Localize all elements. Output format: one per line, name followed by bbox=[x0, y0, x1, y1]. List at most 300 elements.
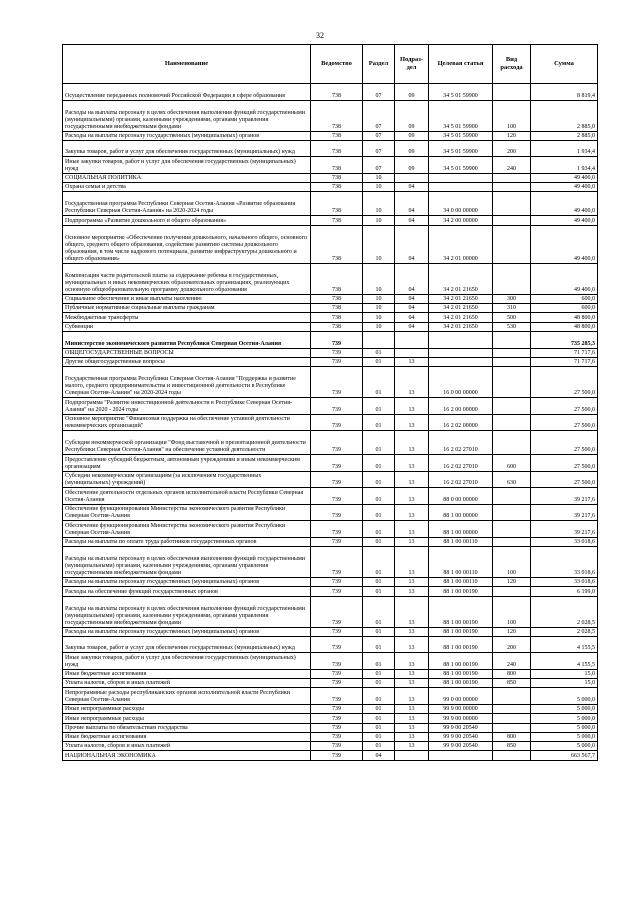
cell-sum: 33 018,6 bbox=[531, 578, 598, 587]
cell-sum: 39 217,6 bbox=[531, 488, 598, 505]
cell-subsection: 04 bbox=[395, 183, 429, 192]
header-sum: Сумма bbox=[531, 45, 598, 84]
cell-name: Расходы на выплаты персоналу в целях обеспечения выполнения функций государственными (муниципальными) органами, казенными учреждениями, органами управления государственными внебюджетными фондами bbox=[63, 596, 311, 627]
cell-subsection: 13 bbox=[395, 669, 429, 678]
cell-section: 10 bbox=[363, 263, 395, 294]
table-row bbox=[63, 398, 598, 415]
table-row bbox=[63, 348, 598, 357]
table-row bbox=[63, 578, 598, 587]
cell-name: Социальное обеспечение и иные выплаты населению bbox=[63, 294, 311, 303]
cell-sum: 15,0 bbox=[531, 669, 598, 678]
table-row bbox=[63, 688, 598, 705]
cell-dept: 739 bbox=[311, 723, 363, 732]
cell-section: 01 bbox=[363, 627, 395, 636]
cell-sum: 27 500,0 bbox=[531, 471, 598, 488]
cell-target: 88 1 00 00110 bbox=[429, 537, 493, 546]
header-exptype: Вид расхода bbox=[493, 45, 531, 84]
cell-name: Государственная программа Республики Северная Осетия-Алания "Поддержка и развитие малого, среднего предпринимательства и инвестиционной деятельности в Республике Северная Осетия-Алания" на 2020-2024 годы bbox=[63, 367, 311, 398]
cell-sum: 2 028,5 bbox=[531, 627, 598, 636]
cell-subsection: 04 bbox=[395, 225, 429, 263]
cell-exptype: 300 bbox=[493, 294, 531, 303]
cell-dept: 738 bbox=[311, 304, 363, 313]
cell-sum: 49 400,0 bbox=[531, 216, 598, 225]
table-row bbox=[63, 587, 598, 596]
cell-dept: 739 bbox=[311, 596, 363, 627]
cell-sum: 663 567,7 bbox=[531, 751, 598, 760]
cell-sum: 5 000,0 bbox=[531, 688, 598, 705]
cell-subsection: 09 bbox=[395, 131, 429, 140]
cell-sum: 5 000,0 bbox=[531, 714, 598, 723]
cell-dept: 739 bbox=[311, 627, 363, 636]
cell-name: Обеспечение функционирования Министерства экономического развития Республики Северная Осетия-Алания bbox=[63, 504, 311, 521]
cell-name: Расходы на выплаты персоналу государственных (муниципальных) органов bbox=[63, 627, 311, 636]
cell-target: 88 1 00 00000 bbox=[429, 504, 493, 521]
cell-name: Расходы на выплаты персоналу государственных (муниципальных) органов bbox=[63, 131, 311, 140]
cell-target: 88 1 00 00190 bbox=[429, 636, 493, 653]
table-row bbox=[63, 751, 598, 760]
cell-subsection: 09 bbox=[395, 140, 429, 157]
cell-subsection: 13 bbox=[395, 636, 429, 653]
table-row bbox=[63, 414, 598, 431]
cell-target: 16 2 02 27010 bbox=[429, 471, 493, 488]
cell-target: 34 5 01 59900 bbox=[429, 140, 493, 157]
cell-section: 01 bbox=[363, 714, 395, 723]
cell-section: 07 bbox=[363, 100, 395, 131]
cell-target: 88 1 00 00190 bbox=[429, 653, 493, 670]
cell-sum: 2 028,5 bbox=[531, 596, 598, 627]
cell-subsection: 13 bbox=[395, 742, 429, 751]
cell-exptype bbox=[493, 225, 531, 263]
cell-dept: 739 bbox=[311, 521, 363, 538]
cell-section: 01 bbox=[363, 723, 395, 732]
cell-exptype bbox=[493, 587, 531, 596]
cell-section: 10 bbox=[363, 183, 395, 192]
cell-dept: 739 bbox=[311, 669, 363, 678]
cell-target: 88 1 00 00000 bbox=[429, 521, 493, 538]
cell-target bbox=[429, 751, 493, 760]
cell-section: 04 bbox=[363, 751, 395, 760]
cell-target: 88 1 00 00110 bbox=[429, 546, 493, 577]
cell-exptype: 600 bbox=[493, 455, 531, 472]
table-row bbox=[63, 723, 598, 732]
table-row bbox=[63, 183, 598, 192]
cell-dept: 738 bbox=[311, 100, 363, 131]
cell-exptype: 530 bbox=[493, 322, 531, 331]
cell-dept: 739 bbox=[311, 636, 363, 653]
table-row bbox=[63, 157, 598, 174]
cell-target bbox=[429, 357, 493, 366]
cell-target: 99 9 00 00000 bbox=[429, 705, 493, 714]
table-row bbox=[63, 596, 598, 627]
table-row bbox=[63, 192, 598, 216]
cell-sum: 27 500,0 bbox=[531, 431, 598, 455]
cell-target: 99 9 00 20540 bbox=[429, 742, 493, 751]
cell-exptype bbox=[493, 537, 531, 546]
table-row bbox=[63, 294, 598, 303]
cell-section: 01 bbox=[363, 431, 395, 455]
cell-sum: 71 717,6 bbox=[531, 348, 598, 357]
cell-sum: 49 400,0 bbox=[531, 263, 598, 294]
table-body bbox=[63, 84, 598, 761]
table-header bbox=[63, 45, 598, 84]
cell-target: 16 0 00 00000 bbox=[429, 367, 493, 398]
table-row bbox=[63, 173, 598, 182]
cell-subsection: 13 bbox=[395, 521, 429, 538]
cell-sum: 27 500,0 bbox=[531, 455, 598, 472]
cell-exptype bbox=[493, 332, 531, 349]
table-row bbox=[63, 742, 598, 751]
table-row bbox=[63, 521, 598, 538]
cell-section: 01 bbox=[363, 348, 395, 357]
cell-subsection bbox=[395, 751, 429, 760]
cell-section: 01 bbox=[363, 455, 395, 472]
cell-dept: 738 bbox=[311, 140, 363, 157]
cell-target: 34 0 00 00000 bbox=[429, 192, 493, 216]
cell-section: 07 bbox=[363, 140, 395, 157]
table-row bbox=[63, 431, 598, 455]
cell-exptype: 100 bbox=[493, 546, 531, 577]
cell-name: Иные непрограммные расходы bbox=[63, 705, 311, 714]
table-row bbox=[63, 263, 598, 294]
cell-name: Подпрограмма "Развитие инвестиционной деятельности в Республике Северная Осетия-Алания" на 2020 - 2024 годы bbox=[63, 398, 311, 415]
cell-dept: 739 bbox=[311, 357, 363, 366]
table-row bbox=[63, 304, 598, 313]
cell-exptype bbox=[493, 348, 531, 357]
cell-exptype bbox=[493, 367, 531, 398]
cell-name: Непрограммные расходы республиканских органов исполнительной власти Республики Северная Осетия-Алания bbox=[63, 688, 311, 705]
cell-exptype bbox=[493, 216, 531, 225]
cell-section: 01 bbox=[363, 488, 395, 505]
table-row bbox=[63, 705, 598, 714]
cell-section: 01 bbox=[363, 367, 395, 398]
cell-dept: 739 bbox=[311, 414, 363, 431]
cell-exptype bbox=[493, 521, 531, 538]
cell-dept: 738 bbox=[311, 192, 363, 216]
cell-name: Закупка товаров, работ и услуг для обеспечения государственных (муниципальных) нужд bbox=[63, 140, 311, 157]
cell-target bbox=[429, 332, 493, 349]
cell-target: 34 2 00 00000 bbox=[429, 216, 493, 225]
cell-dept: 738 bbox=[311, 313, 363, 322]
cell-section: 01 bbox=[363, 471, 395, 488]
cell-section: 01 bbox=[363, 636, 395, 653]
cell-subsection bbox=[395, 348, 429, 357]
cell-exptype bbox=[493, 431, 531, 455]
cell-sum: 5 000,0 bbox=[531, 732, 598, 741]
cell-section: 01 bbox=[363, 578, 395, 587]
cell-dept: 739 bbox=[311, 367, 363, 398]
cell-dept: 739 bbox=[311, 578, 363, 587]
cell-sum: 49 400,0 bbox=[531, 192, 598, 216]
cell-dept: 739 bbox=[311, 332, 363, 349]
cell-name: Иные бюджетные ассигнования bbox=[63, 732, 311, 741]
cell-subsection: 13 bbox=[395, 688, 429, 705]
cell-dept: 738 bbox=[311, 173, 363, 182]
cell-dept: 739 bbox=[311, 714, 363, 723]
cell-name: Иные непрограммные расходы bbox=[63, 714, 311, 723]
cell-exptype: 800 bbox=[493, 669, 531, 678]
cell-dept: 738 bbox=[311, 216, 363, 225]
cell-target bbox=[429, 173, 493, 182]
cell-exptype bbox=[493, 751, 531, 760]
cell-subsection: 04 bbox=[395, 263, 429, 294]
cell-subsection: 13 bbox=[395, 723, 429, 732]
cell-exptype bbox=[493, 714, 531, 723]
cell-section: 10 bbox=[363, 192, 395, 216]
cell-name: Расходы на выплаты персоналу государственных (муниципальных) органов bbox=[63, 578, 311, 587]
cell-target: 88 1 00 00190 bbox=[429, 627, 493, 636]
cell-exptype: 310 bbox=[493, 304, 531, 313]
table-row bbox=[63, 367, 598, 398]
cell-name: Расходы на выплаты по оплате труда работников государственных органов bbox=[63, 537, 311, 546]
cell-subsection: 13 bbox=[395, 546, 429, 577]
table-row bbox=[63, 140, 598, 157]
cell-sum: 39 217,6 bbox=[531, 521, 598, 538]
cell-dept: 739 bbox=[311, 679, 363, 688]
cell-exptype: 200 bbox=[493, 636, 531, 653]
cell-target: 34 5 01 59900 bbox=[429, 157, 493, 174]
header-subsection: Подраз- дел bbox=[395, 45, 429, 84]
cell-sum: 1 934,4 bbox=[531, 140, 598, 157]
cell-dept: 738 bbox=[311, 157, 363, 174]
cell-target: 16 2 02 27010 bbox=[429, 455, 493, 472]
table-row bbox=[63, 322, 598, 331]
cell-section: 01 bbox=[363, 504, 395, 521]
cell-section: 01 bbox=[363, 587, 395, 596]
cell-subsection: 13 bbox=[395, 587, 429, 596]
table-row bbox=[63, 100, 598, 131]
cell-target: 99 9 00 20540 bbox=[429, 732, 493, 741]
cell-subsection: 04 bbox=[395, 192, 429, 216]
cell-sum: 1 934,4 bbox=[531, 157, 598, 174]
cell-exptype bbox=[493, 263, 531, 294]
table-row bbox=[63, 313, 598, 322]
cell-name: Предоставление субсидий бюджетным, автономным учреждениям и иным некоммерческим организациям bbox=[63, 455, 311, 472]
cell-section: 10 bbox=[363, 322, 395, 331]
table-row bbox=[63, 636, 598, 653]
cell-name: Межбюджетные трансферты bbox=[63, 313, 311, 322]
cell-section: 01 bbox=[363, 596, 395, 627]
cell-sum: 49 400,0 bbox=[531, 183, 598, 192]
cell-exptype bbox=[493, 84, 531, 101]
cell-section: 10 bbox=[363, 225, 395, 263]
cell-sum: 4 155,5 bbox=[531, 636, 598, 653]
cell-name: Уплата налогов, сборов и иных платежей bbox=[63, 742, 311, 751]
cell-target bbox=[429, 183, 493, 192]
cell-dept: 738 bbox=[311, 84, 363, 101]
cell-section: 01 bbox=[363, 688, 395, 705]
cell-subsection: 13 bbox=[395, 431, 429, 455]
cell-exptype: 240 bbox=[493, 653, 531, 670]
table-row bbox=[63, 669, 598, 678]
cell-sum: 5 000,0 bbox=[531, 742, 598, 751]
cell-dept: 739 bbox=[311, 398, 363, 415]
cell-target: 88 1 00 00190 bbox=[429, 669, 493, 678]
cell-target: 16 2 02 27010 bbox=[429, 431, 493, 455]
cell-subsection bbox=[395, 173, 429, 182]
table-row bbox=[63, 131, 598, 140]
table-row bbox=[63, 653, 598, 670]
cell-subsection: 04 bbox=[395, 216, 429, 225]
cell-section: 07 bbox=[363, 157, 395, 174]
cell-sum: 49 400,0 bbox=[531, 225, 598, 263]
header-name: Наименование bbox=[63, 45, 311, 84]
cell-sum: 6 199,0 bbox=[531, 587, 598, 596]
cell-section: 01 bbox=[363, 653, 395, 670]
cell-target: 99 0 00 00000 bbox=[429, 688, 493, 705]
cell-name: Расходы на выплаты персоналу в целях обеспечения выполнения функций государственными (муниципальными) органами, казенными учреждениями, органами управления государственными внебюджетными фондами bbox=[63, 546, 311, 577]
cell-subsection: 09 bbox=[395, 157, 429, 174]
cell-dept: 739 bbox=[311, 653, 363, 670]
cell-name: Основное мероприятие «Обеспечение получения дошкольного, начального общего, основного общего, среднего общего образования, содействие развитию системы дошкольного образования, в том числе кадрового потенциала, развитие инфраструктуры дошкольного и общего образования» bbox=[63, 225, 311, 263]
cell-name: Закупка товаров, работ и услуг для обеспечения государственных (муниципальных) нужд bbox=[63, 636, 311, 653]
cell-subsection: 13 bbox=[395, 488, 429, 505]
table-row bbox=[63, 332, 598, 349]
cell-dept: 739 bbox=[311, 537, 363, 546]
cell-name: СОЦИАЛЬНАЯ ПОЛИТИКА bbox=[63, 173, 311, 182]
cell-target: 34 2 01 00000 bbox=[429, 225, 493, 263]
cell-name: Прочие выплаты по обязательствам государства bbox=[63, 723, 311, 732]
cell-dept: 738 bbox=[311, 322, 363, 331]
cell-sum: 39 217,6 bbox=[531, 504, 598, 521]
cell-dept: 739 bbox=[311, 688, 363, 705]
cell-sum: 33 018,6 bbox=[531, 537, 598, 546]
cell-name: Обеспечение деятельности отдельных органов исполнительной власти Республики Северная Осетия-Алания bbox=[63, 488, 311, 505]
cell-name: Иные закупки товаров, работ и услуг для обеспечения государственных (муниципальных) нужд bbox=[63, 653, 311, 670]
cell-dept: 739 bbox=[311, 751, 363, 760]
cell-dept: 738 bbox=[311, 131, 363, 140]
cell-dept: 739 bbox=[311, 455, 363, 472]
table-row bbox=[63, 679, 598, 688]
cell-section: 01 bbox=[363, 705, 395, 714]
cell-subsection: 13 bbox=[395, 596, 429, 627]
cell-subsection: 13 bbox=[395, 627, 429, 636]
cell-subsection: 04 bbox=[395, 313, 429, 322]
cell-target: 88 1 00 00190 bbox=[429, 587, 493, 596]
cell-section: 01 bbox=[363, 546, 395, 577]
cell-sum: 49 400,0 bbox=[531, 173, 598, 182]
cell-exptype bbox=[493, 192, 531, 216]
budget-table bbox=[62, 44, 598, 761]
cell-exptype: 850 bbox=[493, 679, 531, 688]
cell-section: 01 bbox=[363, 732, 395, 741]
cell-subsection bbox=[395, 332, 429, 349]
cell-target: 88 1 00 00190 bbox=[429, 679, 493, 688]
cell-dept: 738 bbox=[311, 183, 363, 192]
table-row bbox=[63, 84, 598, 101]
cell-exptype bbox=[493, 488, 531, 505]
table-row bbox=[63, 714, 598, 723]
cell-subsection: 04 bbox=[395, 322, 429, 331]
cell-subsection: 13 bbox=[395, 679, 429, 688]
cell-dept: 739 bbox=[311, 546, 363, 577]
cell-target: 99 9 00 20540 bbox=[429, 723, 493, 732]
cell-name: Иные закупки товаров, работ и услуг для обеспечения государственных (муниципальных) нужд bbox=[63, 157, 311, 174]
cell-section: 01 bbox=[363, 537, 395, 546]
cell-section: 10 bbox=[363, 173, 395, 182]
cell-exptype: 120 bbox=[493, 627, 531, 636]
cell-target: 34 2 01 21650 bbox=[429, 322, 493, 331]
cell-sum: 15,0 bbox=[531, 679, 598, 688]
table-row bbox=[63, 471, 598, 488]
cell-section: 10 bbox=[363, 216, 395, 225]
cell-target: 16 2 02 00000 bbox=[429, 414, 493, 431]
cell-sum: 600,0 bbox=[531, 294, 598, 303]
cell-subsection: 13 bbox=[395, 398, 429, 415]
cell-dept: 739 bbox=[311, 742, 363, 751]
cell-section: 01 bbox=[363, 357, 395, 366]
table-row bbox=[63, 216, 598, 225]
cell-exptype bbox=[493, 688, 531, 705]
cell-name: Подпрограмма «Развитие дошкольного и общего образования» bbox=[63, 216, 311, 225]
cell-exptype: 200 bbox=[493, 140, 531, 157]
cell-target: 16 2 00 00000 bbox=[429, 398, 493, 415]
cell-section: 01 bbox=[363, 521, 395, 538]
table-row bbox=[63, 357, 598, 366]
cell-sum: 71 717,6 bbox=[531, 357, 598, 366]
cell-exptype: 100 bbox=[493, 100, 531, 131]
cell-sum: 27 500,0 bbox=[531, 398, 598, 415]
cell-exptype: 850 bbox=[493, 742, 531, 751]
cell-sum: 2 885,0 bbox=[531, 100, 598, 131]
cell-sum: 27 500,0 bbox=[531, 414, 598, 431]
cell-name: Другие общегосударственные вопросы bbox=[63, 357, 311, 366]
cell-subsection: 09 bbox=[395, 100, 429, 131]
cell-name: ОБЩЕГОСУДАРСТВЕННЫЕ ВОПРОСЫ bbox=[63, 348, 311, 357]
cell-target: 34 5 01 59900 bbox=[429, 100, 493, 131]
cell-target: 88 0 00 00000 bbox=[429, 488, 493, 505]
header-target: Целевая статья bbox=[429, 45, 493, 84]
cell-dept: 738 bbox=[311, 263, 363, 294]
cell-sum: 27 500,0 bbox=[531, 367, 598, 398]
cell-subsection: 13 bbox=[395, 367, 429, 398]
table-row bbox=[63, 546, 598, 577]
cell-section: 01 bbox=[363, 414, 395, 431]
cell-section: 07 bbox=[363, 84, 395, 101]
cell-exptype bbox=[493, 504, 531, 521]
cell-target: 99 9 00 00000 bbox=[429, 714, 493, 723]
cell-section: 10 bbox=[363, 294, 395, 303]
cell-target bbox=[429, 348, 493, 357]
cell-sum: 33 018,6 bbox=[531, 546, 598, 577]
cell-dept: 739 bbox=[311, 348, 363, 357]
cell-subsection: 13 bbox=[395, 504, 429, 521]
cell-exptype bbox=[493, 398, 531, 415]
cell-name: Иные бюджетные ассигнования bbox=[63, 669, 311, 678]
cell-name: Компенсация части родительской платы за содержание ребенка в государственных, муниципальных и иных некоммерческих образовательных организациях, реализующих основную общеобразовательную программу дошкольного образования bbox=[63, 263, 311, 294]
table-row bbox=[63, 488, 598, 505]
cell-section: 07 bbox=[363, 131, 395, 140]
cell-subsection: 04 bbox=[395, 304, 429, 313]
cell-subsection: 04 bbox=[395, 294, 429, 303]
header-row bbox=[63, 45, 598, 84]
cell-name: НАЦИОНАЛЬНАЯ ЭКОНОМИКА bbox=[63, 751, 311, 760]
cell-sum: 4 155,5 bbox=[531, 653, 598, 670]
cell-name: Государственная программа Республики Северная Осетия-Алания «Развитие образования Республики Северная Осетия-Алания» на 2020-2024 годы bbox=[63, 192, 311, 216]
cell-sum: 48 800,0 bbox=[531, 322, 598, 331]
cell-name: Субсидии некоммерческим организациям (за исключением государственных (муниципальных) учреждений) bbox=[63, 471, 311, 488]
cell-exptype: 240 bbox=[493, 157, 531, 174]
cell-section: 01 bbox=[363, 398, 395, 415]
cell-exptype: 800 bbox=[493, 732, 531, 741]
cell-section: 01 bbox=[363, 742, 395, 751]
cell-exptype: 630 bbox=[493, 471, 531, 488]
cell-name: Публичные нормативные социальные выплаты гражданам bbox=[63, 304, 311, 313]
cell-target: 34 2 01 21650 bbox=[429, 313, 493, 322]
cell-sum: 5 000,0 bbox=[531, 705, 598, 714]
table-row bbox=[63, 504, 598, 521]
cell-target: 88 1 00 00110 bbox=[429, 578, 493, 587]
header-dept: Ведомство bbox=[311, 45, 363, 84]
